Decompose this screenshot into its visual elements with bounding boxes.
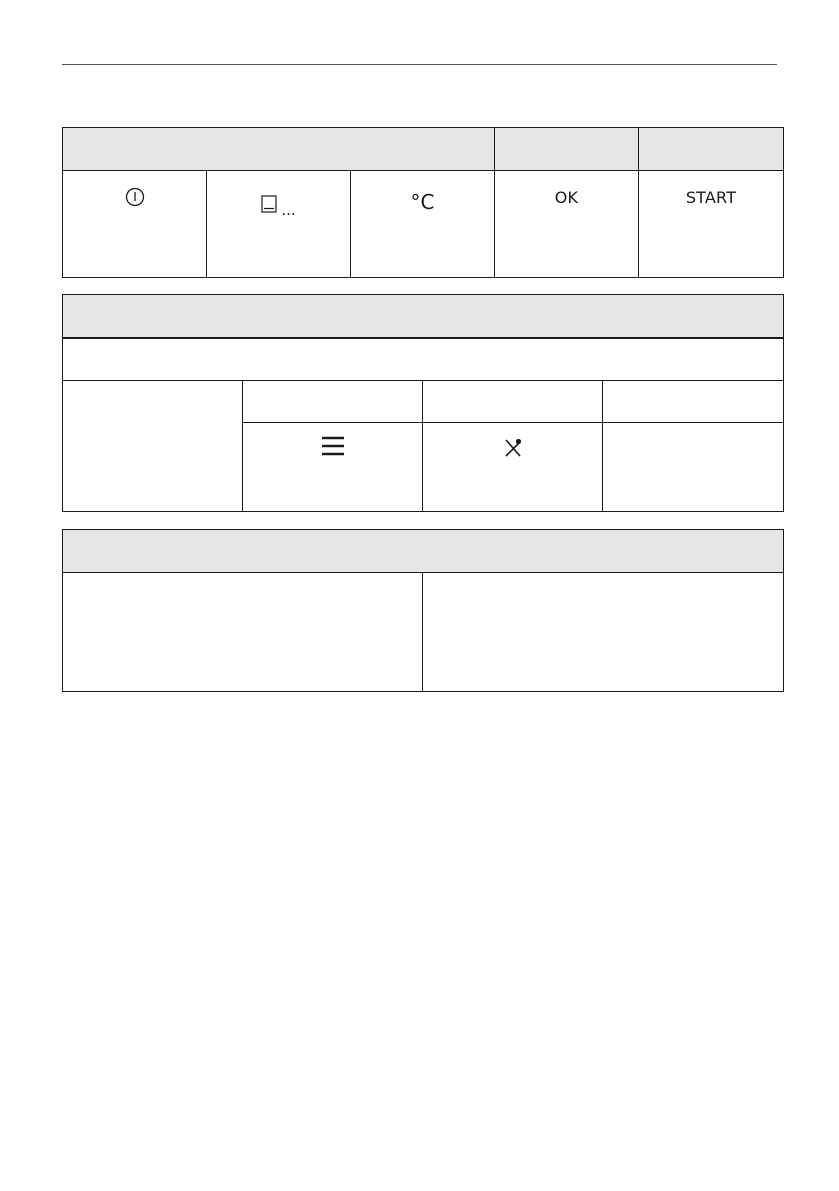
start-button[interactable]: START	[685, 188, 737, 207]
table3-left-cell	[63, 573, 423, 692]
power-cell	[63, 171, 207, 278]
power-icon[interactable]	[125, 187, 145, 207]
table2-header-cell	[63, 295, 784, 339]
function-table	[62, 294, 784, 512]
table2-col-cell	[423, 381, 603, 423]
table1-header-cell	[63, 128, 495, 171]
table2-subheader-cell	[63, 338, 784, 381]
table1-header-cell-ok	[495, 128, 639, 171]
more-dots: ...	[281, 201, 296, 219]
temperature-icon[interactable]: °C	[410, 190, 435, 214]
table3-right-cell	[423, 573, 784, 692]
menu-icon[interactable]	[321, 436, 345, 456]
table3-header-cell	[63, 530, 784, 573]
top-rule	[62, 64, 777, 65]
menu-cell	[243, 423, 423, 512]
table2-left-cell	[63, 381, 243, 512]
oven-function-cell	[207, 171, 351, 278]
ok-button[interactable]: OK	[554, 188, 579, 207]
table2-col-cell	[603, 381, 784, 423]
info-table	[62, 529, 784, 692]
table1-header-cell-start	[639, 128, 784, 171]
oven-function-icon[interactable]	[261, 195, 277, 217]
ok-cell	[495, 171, 639, 278]
start-cell	[639, 171, 784, 278]
table2-col-cell	[243, 381, 423, 423]
cutlery-icon[interactable]	[503, 438, 523, 458]
table2-empty-cell	[603, 423, 784, 512]
cutlery-cell	[423, 423, 603, 512]
temperature-cell	[351, 171, 495, 278]
control-panel-table	[62, 127, 784, 278]
